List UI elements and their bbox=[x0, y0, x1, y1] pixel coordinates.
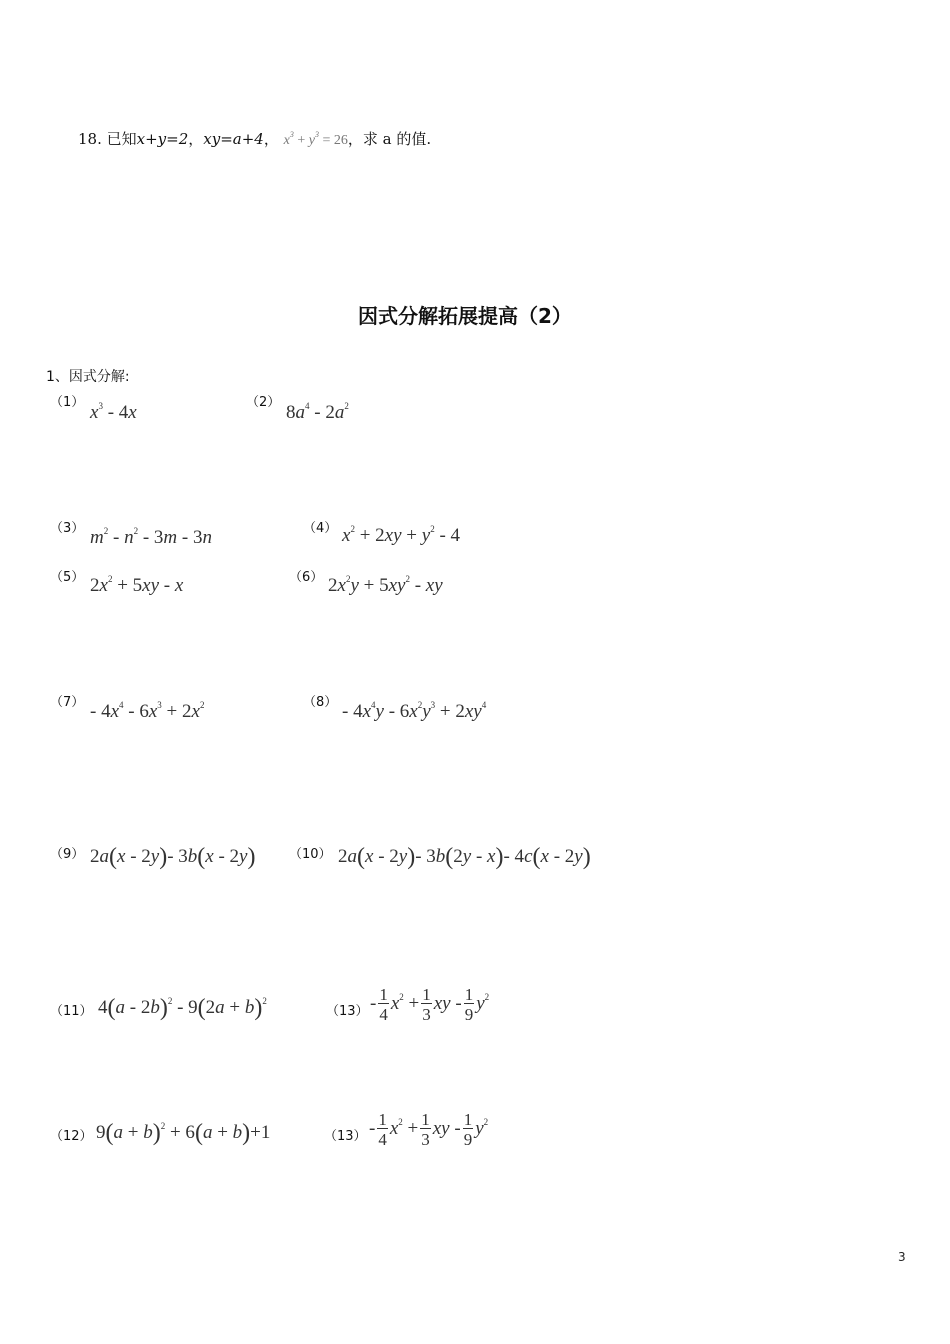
page-number: 3 bbox=[898, 1250, 906, 1264]
problem-7-expression: - $4x^4 - 6x^3 + 2x^2$ bbox=[90, 700, 205, 722]
question-number: 18. bbox=[78, 130, 102, 148]
problem-label: （13） bbox=[324, 1129, 367, 1144]
separator: ， bbox=[188, 130, 204, 148]
problem-1-expression: $x^3 - 4x$ bbox=[90, 401, 137, 423]
problem-label: （2） bbox=[246, 395, 281, 410]
problem-5-expression: $2x^2 + 5xy - x$ bbox=[90, 574, 184, 596]
problem-2-expression: $8a^4 - 2a^2$ bbox=[286, 401, 349, 423]
problem-label: （9） bbox=[50, 847, 85, 862]
page-title: 因式分解拓展提高（2） bbox=[358, 304, 572, 328]
problem-9-expression: 2a(x - 2y)- 3b(x - 2y) bbox=[90, 844, 256, 870]
problem-label: （10） bbox=[289, 847, 332, 862]
problem-label: （8） bbox=[303, 695, 338, 710]
problem-4-expression: $x^2 + 2xy + y^2 - 4$ bbox=[342, 524, 461, 546]
separator: ， bbox=[263, 130, 279, 148]
problem-11-expression: $4(a - 2b)^2 - 9(2a + b)^2$ bbox=[98, 995, 267, 1021]
problem-label: （12） bbox=[50, 1129, 93, 1144]
question-18 bbox=[78, 128, 431, 149]
question-prefix: 已知 bbox=[106, 130, 137, 148]
problem-label: （5） bbox=[50, 570, 85, 585]
problem-label: （7） bbox=[50, 695, 85, 710]
problem-label: （6） bbox=[289, 570, 324, 585]
condition-1: x+y=2 bbox=[136, 130, 189, 148]
problem-3-expression: $m^2 - n^2 - 3m - 3n$ bbox=[90, 526, 212, 548]
problem-label: （11） bbox=[50, 1004, 93, 1019]
problem-13-expression-repeat: - $\frac{1}{4}$ $x^2$ + $\frac{1}{3}$ xy - $\frac{1}{9}$ $y^2$ bbox=[369, 1110, 489, 1149]
problem-label: （1） bbox=[50, 395, 85, 410]
problem-label: （3） bbox=[50, 521, 85, 536]
condition-3: $x^3 + y^3 = 26$ bbox=[283, 130, 348, 148]
problem-6-expression: $2x^2y + 5xy^2$ - xy bbox=[328, 574, 443, 596]
problem-8-expression: - $4x^4y - 6x^2y^3 + 2xy^4$ bbox=[342, 700, 487, 722]
problem-label: （13） bbox=[326, 1004, 369, 1019]
problem-label: （4） bbox=[303, 521, 338, 536]
question-suffix: ，求 a 的值. bbox=[347, 130, 432, 148]
section-label: 1、因式分解: bbox=[46, 369, 130, 385]
condition-2: xy=a+4 bbox=[203, 130, 264, 148]
problem-10-expression: 2a(x - 2y)- 3b(2y - x)- 4c(x - 2y) bbox=[338, 844, 591, 870]
problem-12-expression: $9(a + b)^2 + 6(a + b)+1$ bbox=[96, 1120, 271, 1146]
problem-13-expression: - $\frac{1}{4}$ $x^2$ + $\frac{1}{3}$ xy - $\frac{1}{9}$ $y^2$ bbox=[370, 985, 490, 1024]
